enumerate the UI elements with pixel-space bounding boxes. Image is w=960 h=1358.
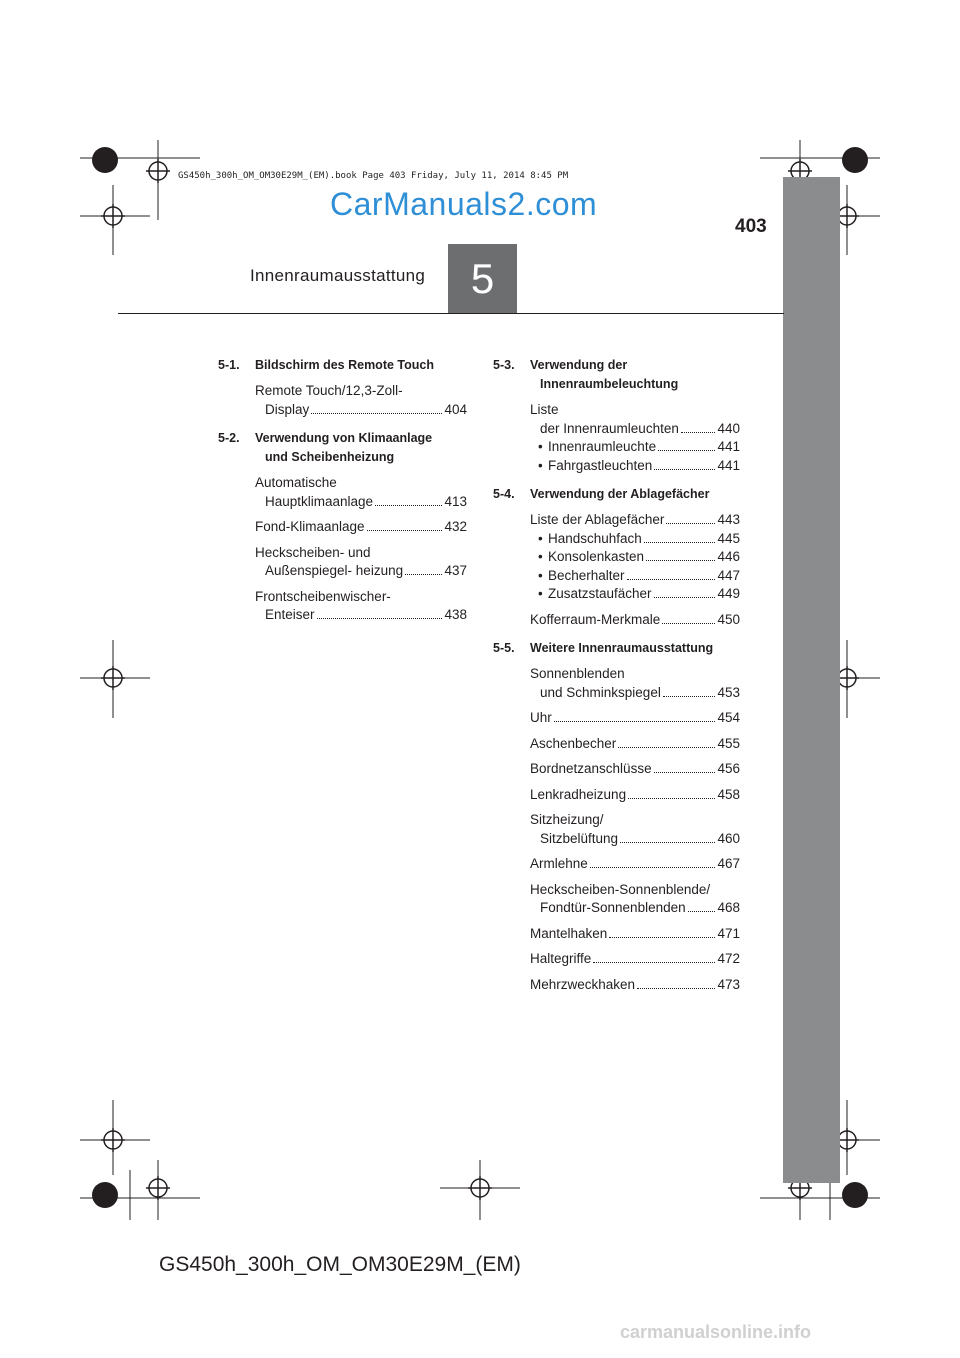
sub-entry-text: • Zusatzstaufächer xyxy=(548,586,652,601)
toc-entry[interactable] xyxy=(255,588,467,625)
toc-entry[interactable] xyxy=(530,611,740,630)
section-number: 5-4. xyxy=(493,487,515,501)
sub-entry[interactable] xyxy=(538,548,740,567)
toc-entry[interactable] xyxy=(255,544,467,581)
chapter-title: Innenraumausstattung xyxy=(250,266,426,285)
toc-entry[interactable] xyxy=(255,382,467,419)
section-heading xyxy=(218,429,467,467)
entry-last-line xyxy=(530,925,740,944)
sub-entry[interactable] xyxy=(538,438,740,457)
toc-entry[interactable] xyxy=(530,976,740,995)
chapter-number: 5 xyxy=(470,254,495,302)
toc-entry[interactable] xyxy=(530,925,740,944)
toc-entry[interactable] xyxy=(530,786,740,805)
dot-leader xyxy=(662,623,715,624)
header-rule xyxy=(118,313,784,314)
dot-leader xyxy=(367,530,443,531)
entry-text: Automatische xyxy=(255,475,337,490)
dot-leader xyxy=(375,505,442,506)
section-heading xyxy=(218,356,467,375)
sub-entry-text: • Becherhalter xyxy=(548,567,625,583)
entry-text: Kofferraum-Merkmale xyxy=(530,611,661,627)
dot-leader xyxy=(666,523,715,524)
toc-entry[interactable] xyxy=(255,518,467,537)
entry-page-number: 456 xyxy=(717,761,740,776)
sub-entry-text: • Konsolenkasten xyxy=(548,549,645,564)
toc-entry[interactable] xyxy=(255,474,467,511)
side-tab-bar xyxy=(783,177,840,1183)
entry-last-line xyxy=(255,493,467,512)
entry-last-line xyxy=(530,511,740,530)
entry-text: Display xyxy=(265,401,310,417)
entry-text: Sitzheizung/ xyxy=(530,812,604,827)
dot-leader xyxy=(628,798,715,799)
footer-document-code: GS450h_300h_OM_OM30E29M_(EM) xyxy=(159,1253,521,1276)
entry-page-number: 468 xyxy=(717,900,740,915)
dot-leader xyxy=(317,618,443,619)
sub-entry-list xyxy=(538,438,740,475)
dot-leader xyxy=(620,842,715,843)
toc-entry[interactable] xyxy=(530,709,740,728)
entry-last-line xyxy=(530,760,740,779)
entry-page-number: 455 xyxy=(717,735,740,751)
entry-first-line xyxy=(530,665,740,684)
entry-last-line xyxy=(530,976,740,995)
toc-entry[interactable] xyxy=(530,511,740,530)
toc-left-column xyxy=(218,356,467,635)
toc-entry[interactable] xyxy=(530,401,740,438)
toc-entry[interactable] xyxy=(530,950,740,969)
entry-text: der Innenraumleuchten xyxy=(540,420,679,436)
section-title-text: Weitere Innenraumausstattung xyxy=(530,641,714,655)
entry-text: Lenkradheizung xyxy=(530,786,627,802)
dot-leader xyxy=(663,696,716,697)
section-number: 5-1. xyxy=(218,358,240,372)
dot-leader xyxy=(618,747,715,748)
section-number: 5-5. xyxy=(493,641,515,655)
entry-last-line xyxy=(255,401,467,420)
toc-section xyxy=(493,639,740,994)
toc-entry[interactable] xyxy=(530,735,740,754)
entry-text: Außenspiegel- heizung xyxy=(265,563,404,578)
dot-leader xyxy=(654,597,716,598)
entry-page-number: 472 xyxy=(717,951,740,966)
entry-page-number: 471 xyxy=(717,925,740,941)
entry-last-line xyxy=(530,735,740,754)
entry-page-number: 443 xyxy=(717,512,740,527)
entry-page-number: 454 xyxy=(717,710,740,725)
toc-section xyxy=(493,356,740,475)
entry-text: Bordnetzanschlüsse xyxy=(530,761,652,776)
section-title-text: Verwendung der Ablagefächer xyxy=(530,487,710,501)
sub-entry[interactable] xyxy=(538,585,740,604)
entry-page-number: 458 xyxy=(717,786,740,802)
entry-text: Sonnenblenden xyxy=(530,666,625,681)
sub-entry[interactable] xyxy=(538,530,740,549)
sub-entry[interactable] xyxy=(538,457,740,476)
entry-text: und Schminkspiegel xyxy=(540,684,661,700)
entry-first-line xyxy=(255,474,467,493)
sub-entry-page-number: 441 xyxy=(717,439,740,454)
entry-first-line xyxy=(530,881,740,900)
section-title-continued: Innenraumbeleuchtung xyxy=(540,377,679,391)
entry-text: Fondtür-Sonnenblenden xyxy=(540,900,686,915)
entry-last-line xyxy=(530,830,740,849)
entry-first-line xyxy=(530,401,740,420)
watermark-logo[interactable]: CarManuals2.com xyxy=(330,186,598,222)
entry-last-line xyxy=(530,611,740,630)
entry-text: Haltegriffe xyxy=(530,951,592,966)
dot-leader xyxy=(405,574,442,575)
toc-section xyxy=(493,485,740,629)
entry-page-number: 413 xyxy=(444,493,467,509)
book-header: GS450h_300h_OM_OM30E29M_(EM).book Page 403 Friday, July 11, 2014 8:45 PM xyxy=(178,171,569,181)
dot-leader xyxy=(658,450,715,451)
dot-leader xyxy=(637,988,715,989)
entry-page-number: 440 xyxy=(717,420,740,436)
entry-last-line xyxy=(530,786,740,805)
dot-leader xyxy=(590,867,716,868)
entry-last-line xyxy=(530,950,740,969)
entry-page-number: 450 xyxy=(717,611,740,627)
entry-last-line xyxy=(530,684,740,703)
toc-entry[interactable] xyxy=(530,855,740,874)
entry-page-number: 467 xyxy=(717,856,740,871)
entry-text: Sitzbelüftung xyxy=(540,830,619,846)
toc-section xyxy=(218,429,467,625)
entry-text: Frontscheibenwischer- xyxy=(255,588,391,604)
toc-entry[interactable] xyxy=(530,760,740,779)
toc-entry[interactable] xyxy=(530,881,740,918)
dot-leader xyxy=(593,962,715,963)
entry-text: Enteiser xyxy=(265,607,315,622)
entry-text: Uhr xyxy=(530,710,552,725)
section-title xyxy=(530,485,740,504)
section-heading xyxy=(493,485,740,504)
section-title-text: Verwendung von Klimaanlage xyxy=(255,431,433,445)
footer-watermark[interactable]: carmanualsonline.info xyxy=(620,1322,812,1342)
section-title xyxy=(530,639,740,658)
sub-entry-page-number: 446 xyxy=(717,549,740,564)
sub-entry-page-number: 449 xyxy=(717,586,740,601)
entry-last-line xyxy=(530,855,740,874)
entry-page-number: 432 xyxy=(444,519,467,534)
sub-entry-page-number: 447 xyxy=(717,567,740,583)
sub-entry-list xyxy=(538,530,740,604)
entry-page-number: 460 xyxy=(717,830,740,846)
entry-last-line xyxy=(255,518,467,537)
section-number: 5-2. xyxy=(218,431,240,445)
entry-last-line xyxy=(530,899,740,918)
dot-leader xyxy=(646,560,715,561)
entry-page-number: 438 xyxy=(444,607,467,622)
entry-text: Liste der Ablagefächer xyxy=(530,512,665,527)
dot-leader xyxy=(627,579,716,580)
section-title xyxy=(530,356,740,394)
section-heading xyxy=(493,639,740,658)
entry-first-line xyxy=(255,382,467,401)
entry-page-number: 473 xyxy=(717,976,740,992)
entry-text: Fond-Klimaanlage xyxy=(255,519,365,534)
chapter-number-box xyxy=(448,244,517,313)
sub-entry-text: • Fahrgastleuchten xyxy=(548,457,653,473)
section-heading xyxy=(493,356,740,394)
sub-entry-page-number: 445 xyxy=(717,530,740,546)
toc-right-column xyxy=(493,356,740,1004)
dot-leader xyxy=(654,469,715,470)
toc-entry[interactable] xyxy=(530,665,740,702)
entry-last-line xyxy=(255,562,467,581)
dot-leader xyxy=(654,772,716,773)
dot-leader xyxy=(681,432,716,433)
entry-text: Liste xyxy=(530,402,559,417)
dot-leader xyxy=(609,937,715,938)
entry-last-line xyxy=(530,420,740,439)
entry-text: Mehrzweckhaken xyxy=(530,976,636,992)
entry-text: Heckscheiben-Sonnenblende/ xyxy=(530,881,711,897)
section-number: 5-3. xyxy=(493,358,515,372)
entry-last-line xyxy=(530,709,740,728)
dot-leader xyxy=(311,413,442,414)
entry-last-line xyxy=(255,606,467,625)
section-title-text: Bildschirm des Remote Touch xyxy=(255,358,434,372)
entry-page-number: 404 xyxy=(444,401,467,417)
entry-first-line xyxy=(530,811,740,830)
entry-first-line xyxy=(255,588,467,607)
sub-entry-text: • Innenraumleuchte xyxy=(548,439,657,454)
entry-text: Armlehne xyxy=(530,856,588,871)
entry-page-number: 453 xyxy=(717,684,740,700)
crosshair-icon xyxy=(101,159,859,1200)
toc-entry[interactable] xyxy=(530,811,740,848)
sub-entry[interactable] xyxy=(538,567,740,586)
entry-text: Aschenbecher xyxy=(530,735,617,751)
entry-text: Remote Touch/12,3-Zoll- xyxy=(255,383,403,398)
entry-page-number: 437 xyxy=(444,563,467,578)
toc-section xyxy=(218,356,467,419)
entry-first-line xyxy=(255,544,467,563)
sub-entry-page-number: 441 xyxy=(717,457,740,473)
dot-leader xyxy=(688,911,716,912)
section-title-continued: und Scheibenheizung xyxy=(265,450,395,464)
dot-leader xyxy=(644,542,716,543)
entry-text: Mantelhaken xyxy=(530,925,608,941)
entry-text: Hauptklimaanlage xyxy=(265,493,374,509)
section-title xyxy=(255,429,467,467)
page-number: 403 xyxy=(735,216,767,237)
section-title-text: Verwendung der xyxy=(530,358,628,372)
entry-text: Heckscheiben- und xyxy=(255,544,371,560)
dot-leader xyxy=(554,721,716,722)
section-title xyxy=(255,356,467,375)
sub-entry-text: • Handschuhfach xyxy=(548,530,642,546)
